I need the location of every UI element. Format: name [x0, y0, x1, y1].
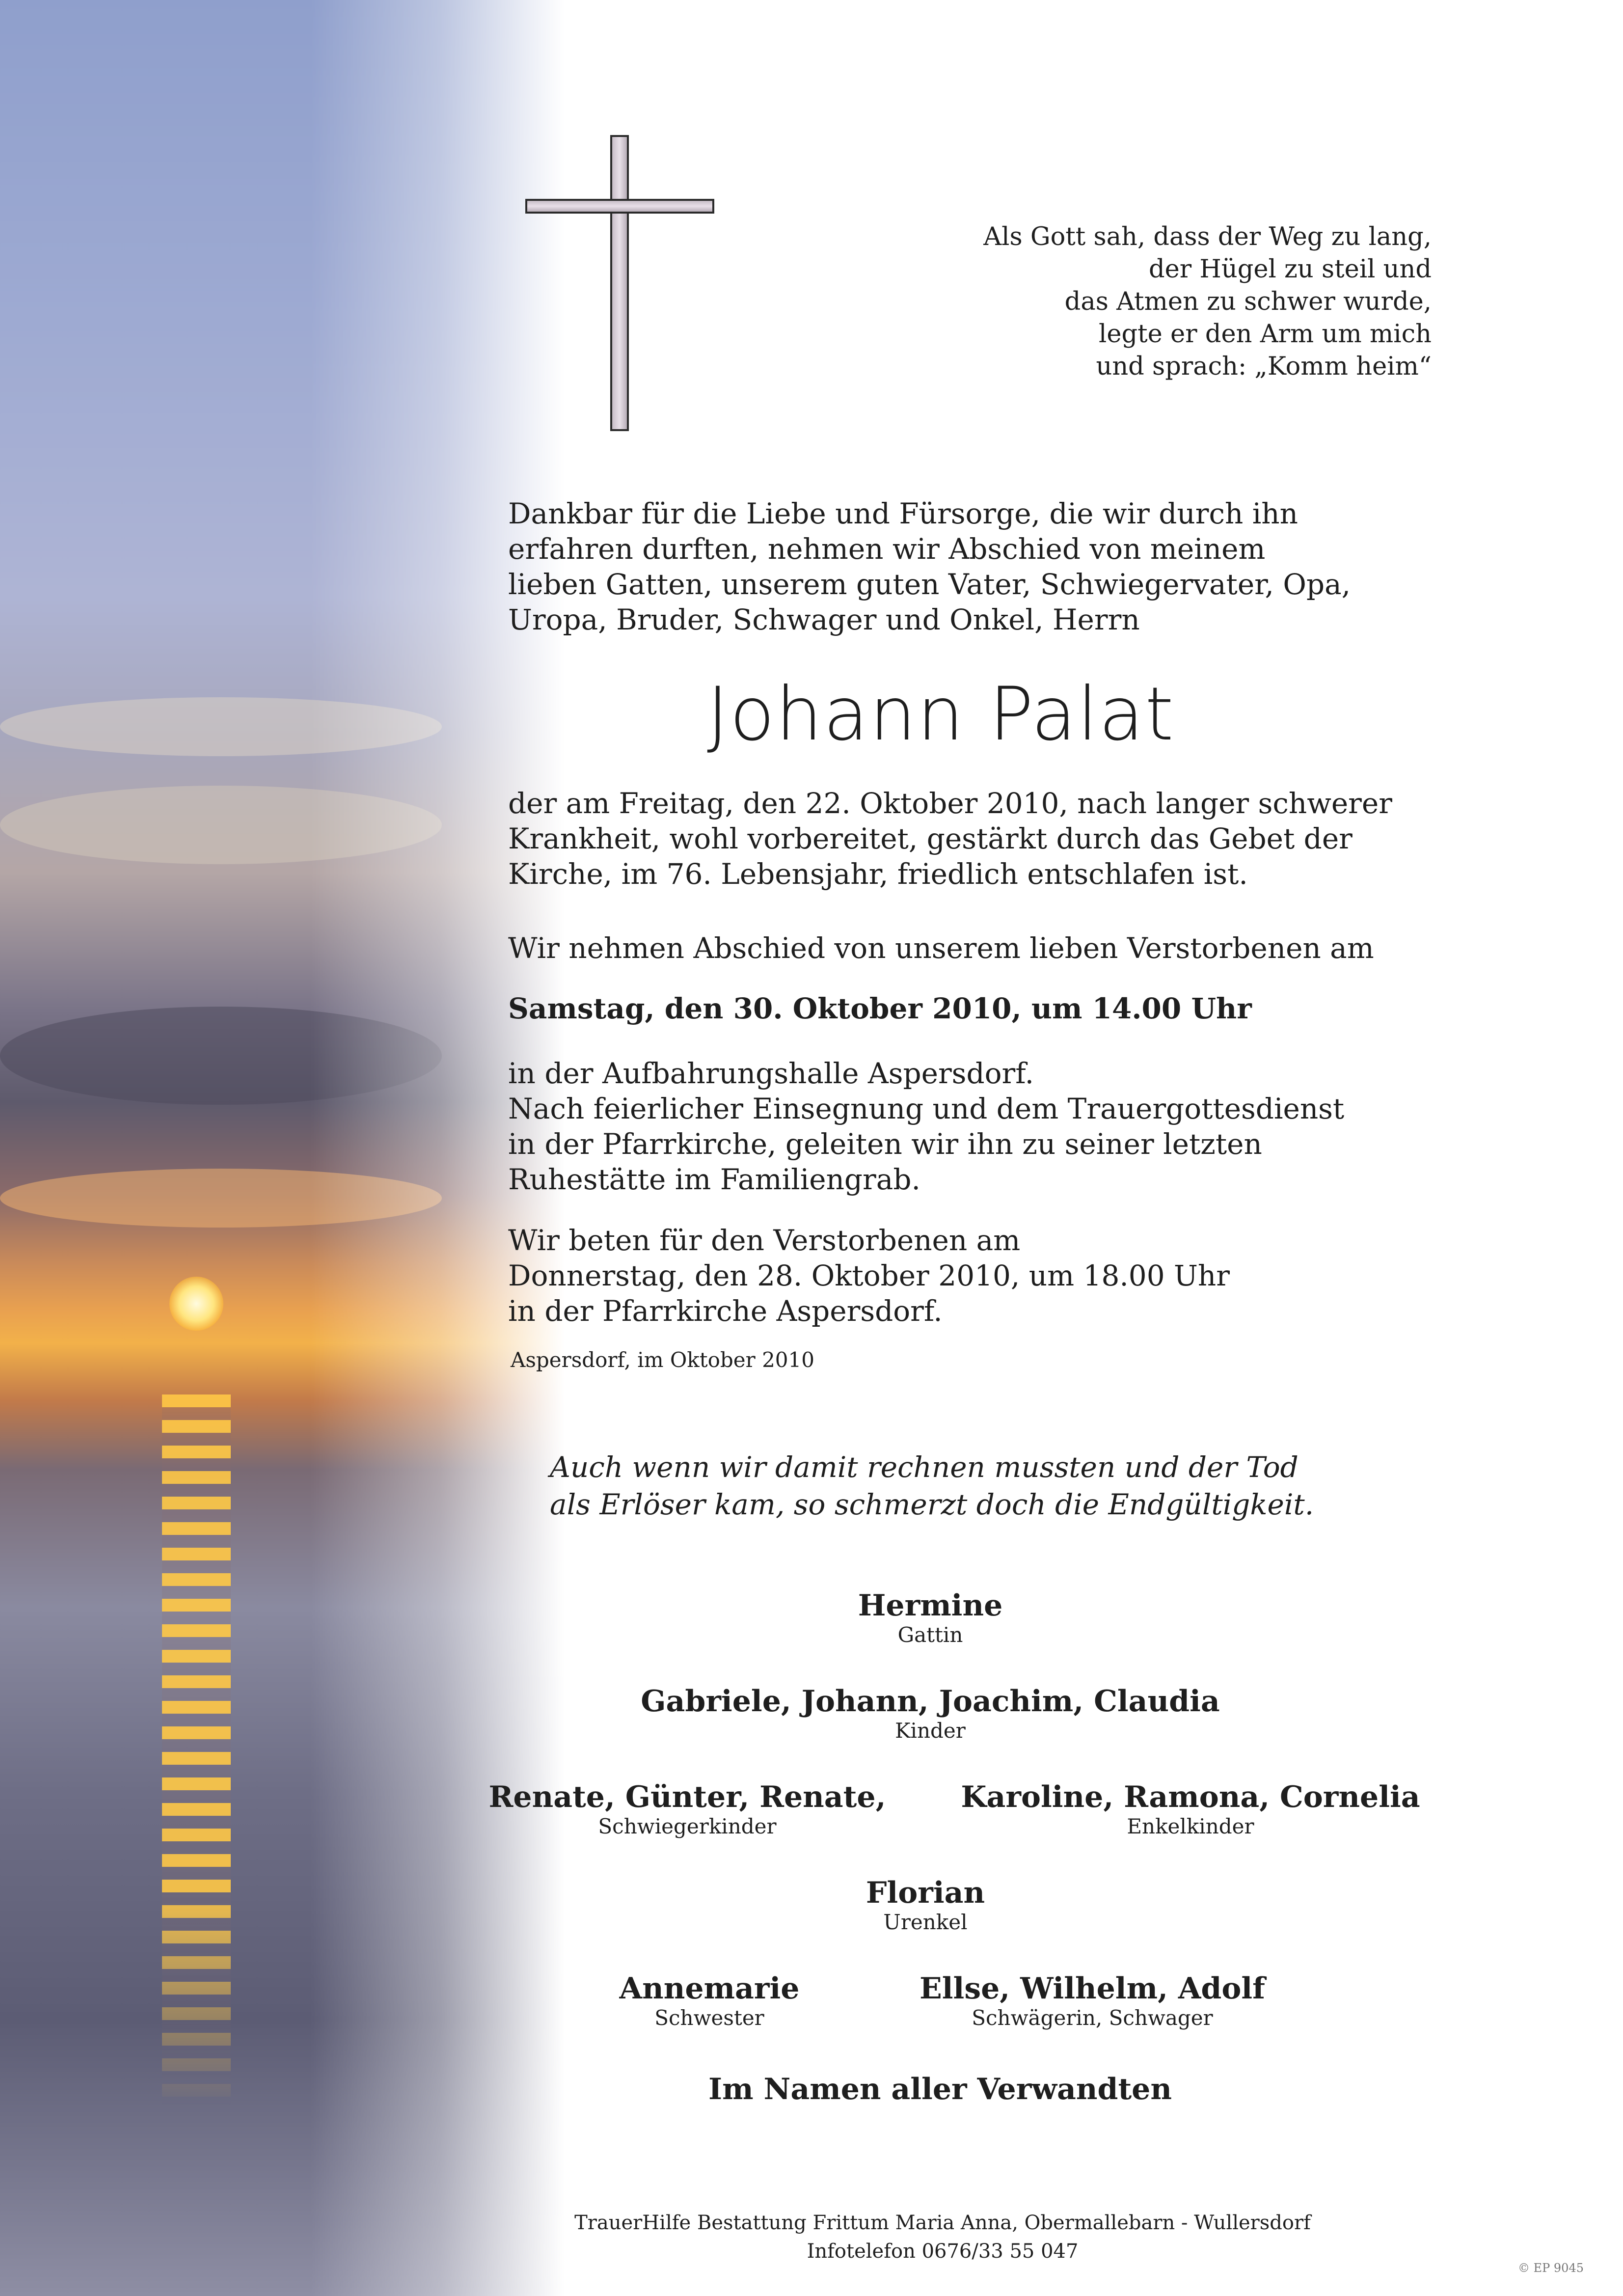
mourner-wife — [858, 1588, 1003, 1647]
poem-line: der Hügel zu steil und — [1148, 255, 1432, 284]
prayer-line: in der Pfarrkirche Aspersdorf. — [508, 1294, 943, 1328]
mourner-names: Karoline, Ramona, Cornelia — [961, 1780, 1420, 1814]
sun-reflection — [162, 1394, 231, 2106]
prayer-line: Wir beten für den Verstorbenen am — [508, 1224, 1021, 1257]
poem-line: das Atmen zu schwer wurde, — [1064, 287, 1432, 316]
poem-line: und sprach: „Komm heim“ — [1096, 352, 1432, 381]
prayer-line: Donnerstag, den 28. Oktober 2010, um 18.00 Uhr — [508, 1259, 1230, 1292]
funeral-date: Samstag, den 30. Oktober 2010, um 14.00 Uhr — [508, 992, 1252, 1025]
mourner-role: Gattin — [897, 1623, 963, 1647]
intro-line: lieben Gatten, unserem guten Vater, Schwiegervater, Opa, — [508, 568, 1351, 601]
closing-line: Im Namen aller Verwandten — [708, 2072, 1172, 2106]
mourner-names: Hermine — [858, 1588, 1003, 1623]
deceased-name: Johann Palat — [707, 672, 1175, 757]
intro-line: Dankbar für die Liebe und Fürsorge, die wir durch ihn — [508, 497, 1298, 530]
funeral-line: Nach feierlicher Einsegnung und dem Trauergottesdienst — [508, 1092, 1345, 1125]
mourner-names: Gabriele, Johann, Joachim, Claudia — [641, 1684, 1220, 1719]
footer-line: TrauerHilfe Bestattung Frittum Maria Anna, Obermallebarn - Wullersdorf — [574, 2212, 1311, 2234]
mourner-role: Schwägerin, Schwager — [972, 2006, 1213, 2030]
sunset-sea-photo — [0, 0, 565, 2296]
poem-line: Als Gott sah, dass der Weg zu lang, — [983, 222, 1432, 251]
funeral-line: in der Aufbahrungshalle Aspersdorf. — [508, 1057, 1034, 1090]
mourner-role: Schwiegerkinder — [598, 1814, 777, 1838]
mourner-role: Enkelkinder — [1127, 1814, 1254, 1838]
funeral-details — [508, 1056, 1344, 1197]
poem — [983, 221, 1432, 383]
death-line: Krankheit, wohl vorbereitet, gestärkt durch das Gebet der — [508, 822, 1352, 855]
quote — [550, 1449, 1314, 1523]
mourner-names: Annemarie — [619, 1971, 800, 2006]
sun — [169, 1277, 223, 1331]
intro-line: erfahren durften, nehmen wir Abschied von meinem — [508, 532, 1266, 566]
footer-line: Infotelefon 0676/33 55 047 — [807, 2240, 1079, 2263]
intro-paragraph — [508, 496, 1351, 637]
document-code: © EP 9045 — [1517, 2261, 1584, 2275]
mourner-names: Florian — [866, 1876, 985, 1910]
funeral-line: Ruhestätte im Familiengrab. — [508, 1163, 920, 1196]
mourner-role: Urenkel — [883, 1910, 968, 1934]
farewell-intro: Wir nehmen Abschied von unserem lieben Verstorbenen am — [508, 931, 1374, 965]
death-line: der am Freitag, den 22. Oktober 2010, nach langer schwerer — [508, 787, 1392, 820]
poem-line: legte er den Arm um mich — [1099, 320, 1432, 349]
funeral-line: in der Pfarrkirche, geleiten wir ihn zu seiner letzten — [508, 1127, 1262, 1161]
quote-line: Auch wenn wir damit rechnen mussten und der Tod — [550, 1450, 1298, 1484]
mourner-great-grandchild — [866, 1876, 985, 1934]
mourner-role: Schwester — [654, 2006, 764, 2030]
mourner-children — [641, 1684, 1220, 1743]
cloud-band — [0, 786, 442, 864]
cloud-band — [0, 1007, 442, 1105]
death-line: Kirche, im 76. Lebensjahr, friedlich entschlafen ist. — [508, 857, 1248, 891]
mourner-names: Ellse, Wilhelm, Adolf — [920, 1971, 1265, 2006]
mourner-sister — [620, 1971, 800, 2030]
death-paragraph — [508, 786, 1392, 892]
mourner-in-laws — [489, 1780, 886, 1838]
place-date: Aspersdorf, im Oktober 2010 — [511, 1348, 814, 1372]
footer — [574, 2209, 1311, 2266]
cloud-band — [0, 697, 442, 756]
intro-line: Uropa, Bruder, Schwager und Onkel, Herrn — [508, 603, 1140, 636]
mourner-role: Kinder — [895, 1719, 966, 1743]
quote-line: als Erlöser kam, so schmerzt doch die Endgültigkeit. — [550, 1488, 1314, 1521]
cloud-band — [0, 1169, 442, 1228]
mourner-siblings-in-law — [920, 1971, 1265, 2030]
mourner-grandchildren — [961, 1780, 1420, 1838]
mourner-names: Renate, Günter, Renate, — [488, 1780, 886, 1814]
prayer-paragraph — [508, 1223, 1230, 1329]
